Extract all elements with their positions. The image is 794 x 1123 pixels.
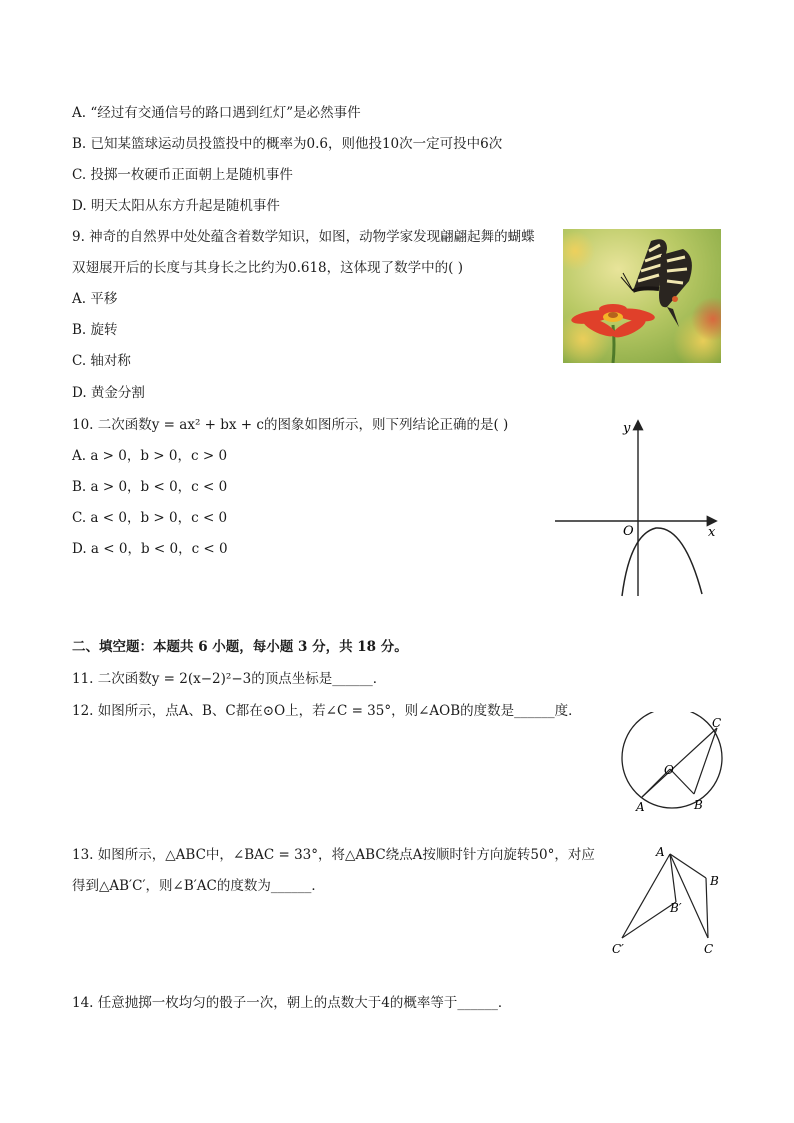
q8-option-a: A. “经过有交通信号的路口遇到红灯”是必然事件: [72, 105, 361, 121]
q9-stem-line2: 双翅展开后的长度与其身长之比约为0.618，这体现了数学中的( ): [72, 260, 463, 276]
q10-option-d: D. a < 0，b < 0，c < 0: [72, 541, 228, 557]
label-a: A: [636, 800, 645, 814]
q13-rotation-figure: [608, 842, 728, 960]
q12-stem: 12. 如图所示，点A、B、C都在⊙O上，若∠C = 35°，则∠AOB的度数是______度．: [72, 703, 582, 719]
q13-stem-line2: 得到△AB′C′，则∠B′AC的度数为______．: [72, 878, 325, 894]
q14-stem: 14. 任意抛掷一枚均匀的骰子一次，朝上的点数大于4的概率等于______．: [72, 995, 512, 1011]
label-b-prime: B′: [670, 901, 682, 915]
q10-option-c: C. a < 0，b > 0，c < 0: [72, 510, 228, 526]
label-b: B: [710, 874, 719, 888]
label-c: C: [712, 716, 722, 730]
q9-option-b: B. 旋转: [72, 322, 118, 338]
q12-circle-figure: [612, 712, 732, 816]
q8-option-d: D. 明天太阳从东方升起是随机事件: [72, 198, 280, 214]
q9-option-d: D. 黄金分割: [72, 385, 145, 401]
q11-stem: 11. 二次函数y = 2(x−2)²−3的顶点坐标是______．: [72, 671, 387, 687]
label-b: B: [694, 798, 703, 812]
label-o: O: [664, 763, 674, 777]
q8-option-c: C. 投掷一枚硬币正面朝上是随机事件: [72, 167, 293, 183]
q10-option-b: B. a > 0，b < 0，c < 0: [72, 479, 228, 495]
q9-option-a: A. 平移: [72, 291, 118, 307]
q10-parabola-graph: [550, 414, 730, 604]
label-c: C: [704, 942, 714, 956]
x-axis-label: x: [708, 525, 716, 540]
parabola-curve: [622, 528, 702, 596]
origin-label: O: [623, 524, 634, 539]
q10-stem: 10. 二次函数y = ax² + bx + c的图象如图所示，则下列结论正确的是( ): [72, 417, 509, 433]
q13-stem-line1: 13. 如图所示，△ABC中，∠BAC = 33°，将△ABC绕点A按顺时针方向旋转50°，对应: [72, 847, 595, 863]
label-c-prime: C′: [612, 942, 624, 956]
q8-option-b: B. 已知某篮球运动员投篮投中的概率为0.6，则他投10次一定可投中6次: [72, 136, 503, 152]
q10-option-a: A. a > 0，b > 0，c > 0: [72, 448, 228, 464]
q9-option-c: C. 轴对称: [72, 353, 131, 369]
y-axis-label: y: [623, 421, 631, 436]
label-a: A: [656, 845, 665, 859]
section-fill-in-title: 二、填空题：本题共 6 小题，每小题 3 分，共 18 分。: [72, 639, 408, 655]
q9-stem-line1: 9. 神奇的自然界中处处蕴含着数学知识，如图，动物学家发现翩翩起舞的蝴蝶: [72, 229, 535, 245]
butterfly-photo: [563, 229, 721, 363]
